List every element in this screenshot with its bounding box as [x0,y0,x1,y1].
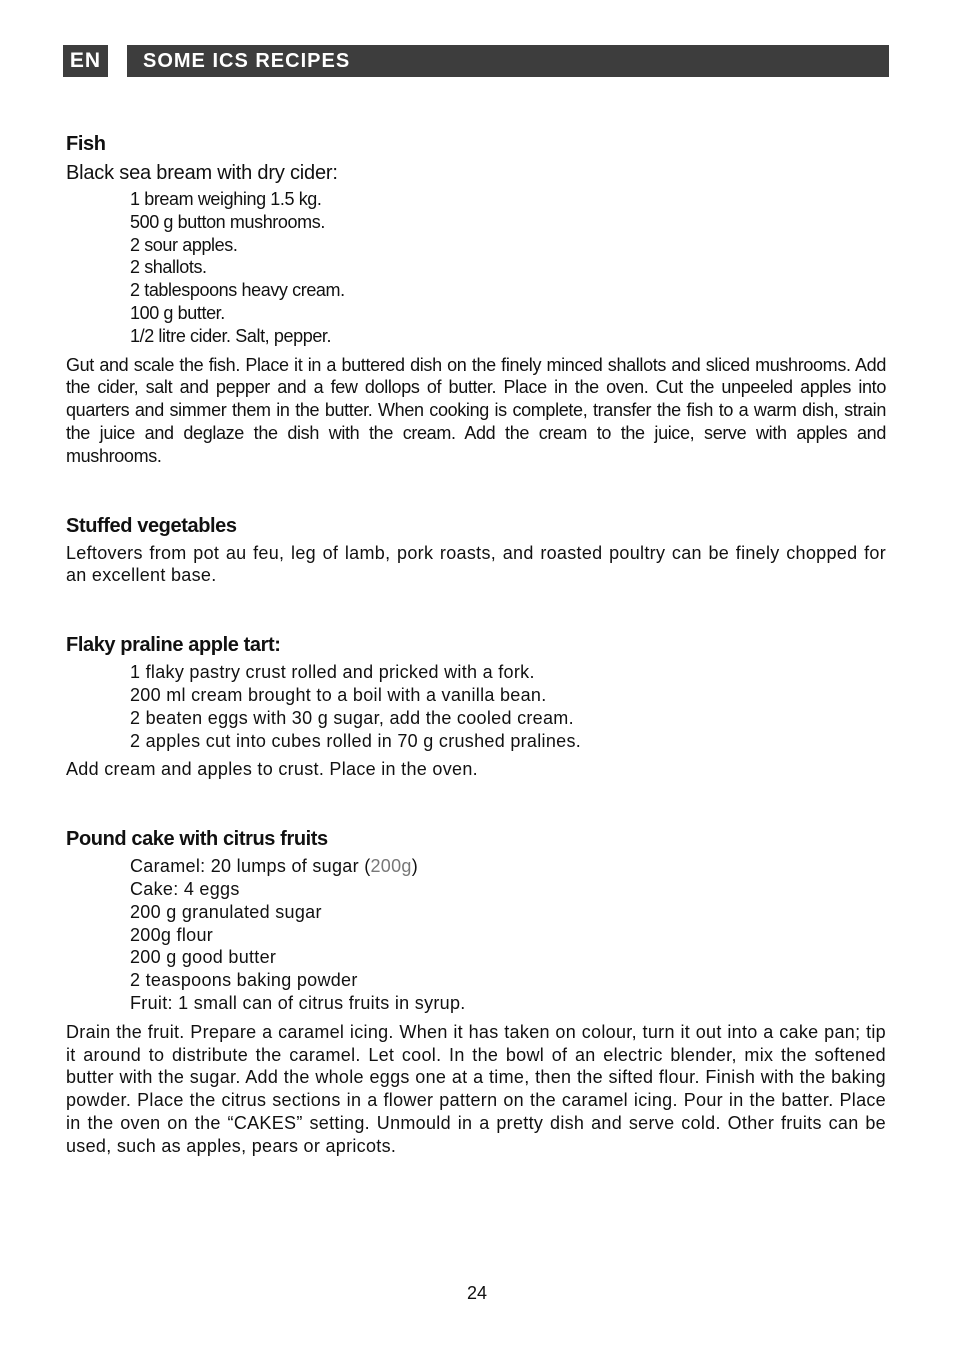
recipe-instructions: Gut and scale the fish. Place it in a buttered dish on the finely minced shallots and sliced mushrooms. Add the cider, salt and pepper and a few dollops of butter. Place in the oven. Cut the unpeeled apples into quarters and simmer them in the butter. When cooking is complete, transfer the fish to a warm dish, strain the juice and deglaze the dish with the cream. Add the cream to the juice, serve with apples and mushrooms. [66,354,886,466]
ingredient-item: 1 bream weighing 1.5 kg. [130,189,322,209]
recipe-instructions: Leftovers from pot au feu, leg of lamb, pork roasts, and roasted poultry can be finely chopped for an excellent base. [66,542,886,586]
ingredient-item: 200 ml cream brought to a boil with a vanilla bean. [130,684,547,705]
caramel-note: 200g [370,856,412,877]
recipe-fish [66,130,886,468]
page-number: 24 [466,1283,488,1303]
language-badge: EN [63,45,108,77]
recipe-instructions: Add cream and apples to crust. Place in the oven. [66,759,478,780]
ingredient-item: 100 g butter. [130,302,225,323]
ingredient-item [130,855,886,878]
ingredient-item: 2 beaten eggs with 30 g sugar, add the cooled cream. [130,707,574,728]
ingredient-item: 200 g good butter [130,947,277,968]
section-header [127,45,889,77]
recipe-apple-tart [66,631,886,781]
ingredient-item: 500 g button mushrooms. [130,211,325,232]
ingredient-text: Caramel: 20 lumps of sugar ( [130,856,371,877]
ingredient-item: 2 tablespoons heavy cream. [130,280,345,301]
ingredient-item: Cake: 4 eggs [130,878,240,899]
recipe-subtitle: Black sea bream with dry cider: [66,162,338,184]
recipe-instructions: Drain the fruit. Prepare a caramel icing. When it has taken on colour, turn it out into a cake pan; tip it around to distribute the caramel. Let cool. In the bowl of an electric blender, mix the softened butter with the sugar. Add the whole eggs one at a time, then the sifted flour. Finish with the baking powder. Place the citrus sections in a flower pattern on the caramel icing. Pour in the batter. Place in the oven on the “CAKES” setting. Unmould in a pretty dish and serve cold. Other fruits can be used, such as apples, pears or apricots. [66,1021,886,1156]
ingredient-item: 2 sour apples. [130,234,238,255]
ingredient-list [66,188,886,348]
ingredient-item: 200g flour [130,924,214,945]
ingredient-item: 2 apples cut into cubes rolled in 70 g crushed pralines. [130,730,582,751]
ingredient-item: 2 shallots. [130,257,207,278]
recipes-content [66,130,886,1158]
recipe-stuffed-vegetables [66,512,886,588]
recipe-title: Stuffed vegetables [66,514,237,537]
ingredient-item: 1 flaky pastry crust rolled and pricked with a fork. [130,662,535,683]
ingredient-item: 200 g granulated sugar [130,901,322,922]
recipe-pound-cake [66,825,886,1157]
header-title: SOME ICS RECIPES [143,49,351,72]
caramel-close: ) [411,856,419,877]
ingredient-item: 1/2 litre cider. Salt, pepper. [130,325,332,346]
ingredient-item: Fruit: 1 small can of citrus fruits in syrup. [130,992,466,1013]
ingredient-list [66,661,886,752]
ingredient-item: 2 teaspoons baking powder [130,970,358,991]
recipe-title: Pound cake with citrus fruits [66,828,328,851]
recipe-title: Fish [66,133,106,155]
recipe-title: Flaky praline apple tart: [66,634,281,657]
ingredient-list [66,855,886,1015]
